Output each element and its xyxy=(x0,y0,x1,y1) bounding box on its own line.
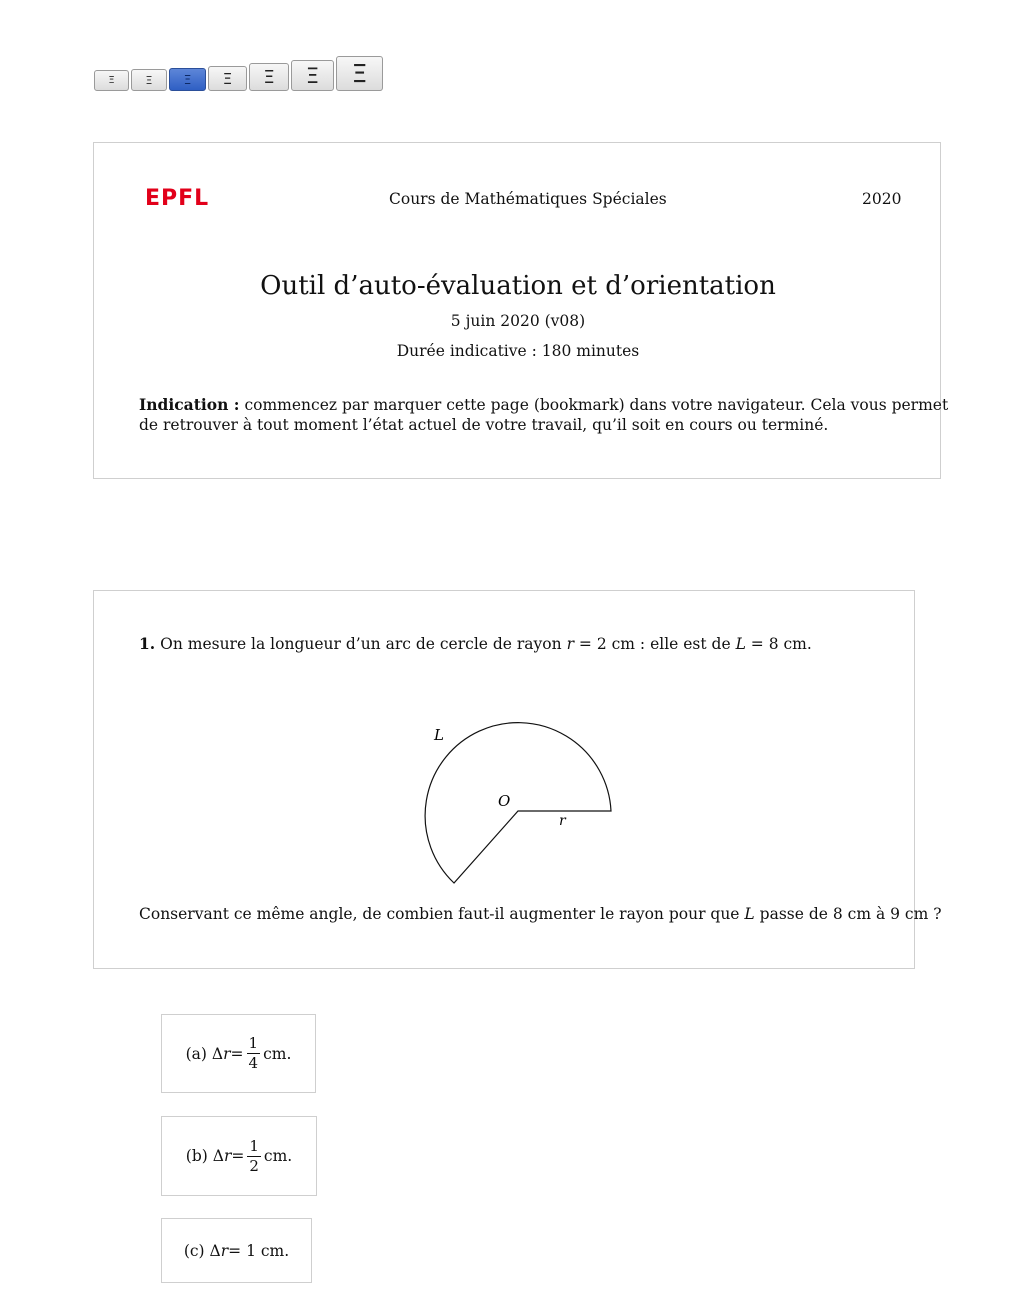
zoom-icon: Ξ xyxy=(183,72,192,87)
course-name: Cours de Mathématiques Spéciales xyxy=(389,190,667,208)
header-panel xyxy=(93,142,949,479)
question-number: 1. xyxy=(139,634,156,653)
zoom-level-7-button[interactable] xyxy=(336,56,383,91)
indication-line-2 xyxy=(139,415,899,435)
answer-option-b[interactable] xyxy=(161,1116,317,1196)
indication-body-2: de retrouver à tout moment l’état actuel de votre travail, qu’il soit en cours ou terminé. xyxy=(139,416,829,434)
fraction-denominator: 2 xyxy=(249,1156,259,1175)
option-fraction xyxy=(247,1136,261,1175)
option-fraction xyxy=(247,1036,261,1071)
figure-label-O: O xyxy=(498,792,511,810)
zoom-level-3-button[interactable] xyxy=(169,68,206,91)
indication-label: Indication : xyxy=(139,395,240,414)
zoom-level-4-button[interactable] xyxy=(208,66,247,91)
question-panel xyxy=(93,590,942,969)
option-eq: = xyxy=(230,1044,244,1063)
option-unit: cm. xyxy=(263,1147,293,1165)
question-follow-up xyxy=(139,905,942,923)
option-letter: (c) xyxy=(183,1241,205,1260)
follow-length-symbol: L xyxy=(744,905,755,923)
arc-sector-figure xyxy=(394,701,634,891)
option-var: r xyxy=(220,1241,229,1260)
length-value: = 8 cm. xyxy=(745,635,812,653)
fraction-numerator: 1 xyxy=(248,1034,259,1052)
zoom-icon: Ξ xyxy=(222,69,233,88)
option-delta: Δ xyxy=(211,1044,224,1063)
question-text: On mesure la longueur d’un arc de cercle de rayon xyxy=(160,635,562,653)
zoom-icon: Ξ xyxy=(305,63,320,88)
option-eq: = 1 cm. xyxy=(228,1241,290,1260)
course-year: 2020 xyxy=(862,190,902,208)
option-letter: (a) xyxy=(185,1044,207,1063)
zoom-level-1-button[interactable] xyxy=(94,70,129,91)
figure-label-L: L xyxy=(434,726,444,744)
option-var: r xyxy=(223,1044,231,1063)
fraction-denominator: 4 xyxy=(248,1054,259,1072)
indication-body-1: commencez par marquer cette page (bookmark) dans votre navigateur. Cela vous permet xyxy=(244,396,949,414)
option-var: r xyxy=(223,1147,232,1165)
answer-option-c[interactable] xyxy=(161,1218,312,1283)
zoom-icon: Ξ xyxy=(145,73,153,87)
indication-text xyxy=(139,395,949,435)
question-statement xyxy=(139,634,812,653)
zoom-icon: Ξ xyxy=(351,59,368,88)
option-letter: (b) xyxy=(185,1147,208,1165)
zoom-level-2-button[interactable] xyxy=(131,69,167,91)
option-eq: = xyxy=(231,1147,245,1165)
zoom-level-6-button[interactable] xyxy=(291,60,334,91)
radius-value: = 2 cm : elle est de xyxy=(573,635,736,653)
figure-label-r: r xyxy=(559,813,566,829)
option-unit: cm. xyxy=(263,1044,292,1063)
indication-line-1 xyxy=(139,395,949,415)
answer-option-a[interactable] xyxy=(161,1014,316,1093)
page-duration: Durée indicative : 180 minutes xyxy=(396,342,640,360)
arc-sector-outline xyxy=(425,723,611,883)
follow-suffix: passe de 8 cm à 9 cm ? xyxy=(759,905,942,923)
page-title: Outil d’auto-évaluation et d’orientation xyxy=(260,271,776,301)
follow-text: Conservant ce même angle, de combien faut-il augmenter le rayon pour que xyxy=(139,905,740,923)
length-symbol: L xyxy=(735,635,746,653)
radius-symbol: r xyxy=(566,635,574,653)
fraction-numerator: 1 xyxy=(249,1136,259,1155)
zoom-icon: Ξ xyxy=(108,75,115,86)
zoom-icon: Ξ xyxy=(263,66,275,88)
zoom-level-5-button[interactable] xyxy=(249,63,289,91)
option-delta: Δ xyxy=(212,1147,224,1165)
epfl-logo: EPFL xyxy=(145,186,210,211)
option-delta: Δ xyxy=(209,1241,221,1260)
page-date: 5 juin 2020 (v08) xyxy=(450,312,586,330)
